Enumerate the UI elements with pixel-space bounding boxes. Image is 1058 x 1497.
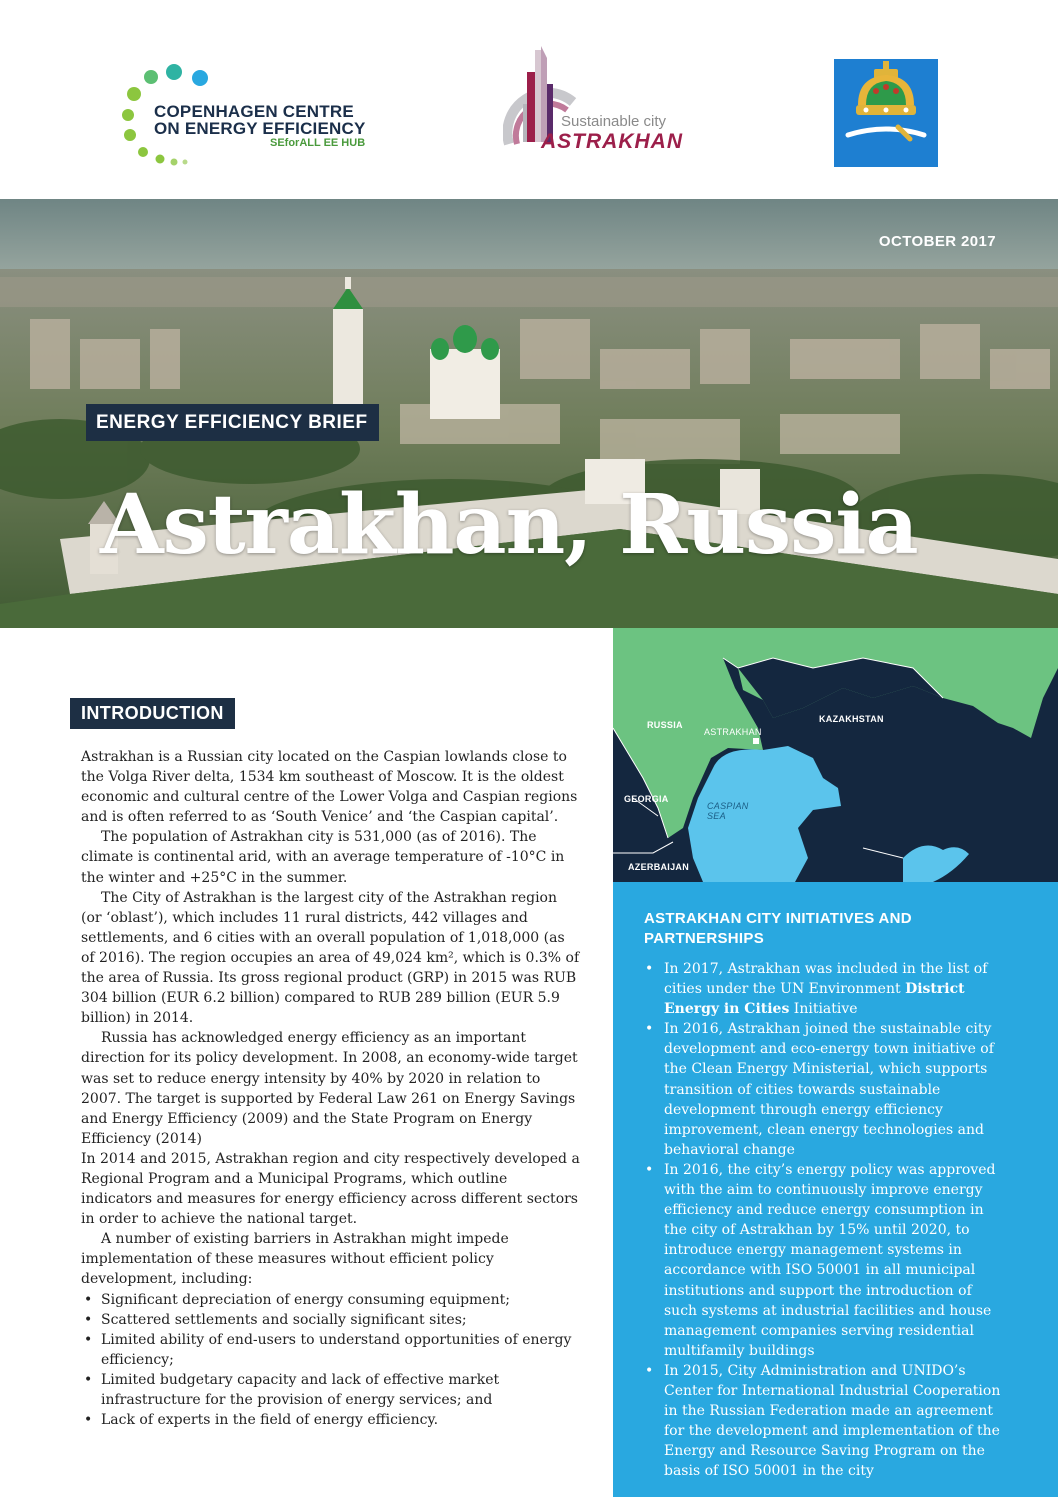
map-label-azerbaijan: AZERBAIJAN: [628, 862, 690, 872]
map-label-caspian: [707, 801, 749, 821]
map-label-caspian-line2: SEA: [707, 811, 726, 821]
map-label-russia: RUSSIA: [647, 720, 683, 730]
introduction-heading: INTRODUCTION: [70, 698, 235, 729]
introduction-body: [81, 747, 581, 1430]
barrier-item: • Scattered settlements and socially significant sites;: [81, 1310, 581, 1330]
initiative-item: [644, 1361, 1006, 1482]
map-label-astrakhan: ASTRAKHAN: [704, 727, 762, 737]
caspian-region-map-image: [613, 628, 1058, 882]
barrier-item: • Limited budgetary capacity and lack of effective market infrastructure for the provision of energy services; and: [81, 1370, 581, 1410]
crown-crest-icon: [834, 59, 938, 167]
page-title: Astrakhan, Russia: [100, 477, 918, 573]
cce-wordmark: [154, 103, 366, 137]
initiative-item: [644, 1019, 1006, 1160]
astrakhan-logo-tagline: Sustainable city: [561, 113, 667, 130]
header: [0, 0, 1058, 199]
cce-subline: SEforALL EE HUB: [270, 137, 366, 149]
brief-type-label: ENERGY EFFICIENCY BRIEF: [86, 404, 379, 441]
astrakhan-logo-name: ASTRAKHAN: [541, 130, 683, 153]
map-label-kazakhstan: KAZAKHSTAN: [819, 714, 884, 724]
intro-paragraph-6: A number of existing barriers in Astrakhan might impede implementation of these measures without efficient policy development, including:: [81, 1231, 509, 1288]
sustainable-city-astrakhan-logo: [503, 44, 703, 154]
intro-paragraph-1: Astrakhan is a Russian city located on the Caspian lowlands close to the Volga River delta, 1534 km southeast of Moscow. It is the oldest economic and cultural centre of the Lower Volga and Caspian regions and is often referred to as ‘South Venice’ and ‘the Caspian capital’.: [81, 749, 578, 826]
initiative-text: In 2016, Astrakhan joined the sustainable city development and eco-energy town initiative of the Clean Energy Ministerial, which supports transition of cities towards sustainable development through energy efficiency improvement, clean energy technologies and behavioral change: [664, 1021, 994, 1158]
cce-line-2: ON ENERGY EFFICIENCY: [154, 119, 366, 138]
region-map: [613, 628, 1058, 882]
initiative-text-end: Initiative: [789, 1001, 858, 1018]
hero-banner: [0, 199, 1058, 628]
intro-paragraph-4: Russia has acknowledged energy efficiency as an important direction for its policy development. In 2008, an economy-wide target was set to reduce energy intensity by 40% by 2020 in relation to 2007. The target is supported by Federal Law 261 on Energy Savings and Energy Efficiency (2009) and the State Program on Energy Efficiency (2014): [81, 1030, 578, 1147]
initiative-text: In 2016, the city’s energy policy was approved with the aim to continuously improve energy efficiency and reduce energy consumption in the city of Astrakhan by 15% until 2020, to introduce energy management systems in accordance with ISO 50001 in all municipal institutions and support the introduction of such systems at industrial facilities and house management companies serving residential multifamily buildings: [664, 1161, 996, 1359]
intro-paragraph-3: The City of Astrakhan is the largest city of the Astrakhan region (or ‘oblast’), which includes 11 rural districts, 442 villages and settlements, and 6 cities with an overall population of 1,018,000 (as of 2016). The region occupies an area of 49,024 km², which is 0.3% of the area of Russia. Its gross regional product (GRP) in 2015 was RUB 304 billion (EUR 6.2 billion) compared to RUB 289 billion (EUR 5.9 billion) in 2014.: [81, 889, 580, 1027]
map-label-georgia: GEORGIA: [624, 794, 669, 804]
initiative-text: In 2015, City Administration and UNIDO’s Center for International Industrial Cooperation in the Russian Federation made an agreement for the development and implementation of the Energy and Resource Saving Program on the basis of ISO 50001 in the city: [664, 1362, 1001, 1480]
intro-paragraph-5: In 2014 and 2015, Astrakhan region and city respectively developed a Regional Program and a Municipal Programs, which outline indicators and measures for energy efficiency across different sectors in order to achieve the national target.: [81, 1150, 580, 1228]
copenhagen-centre-logo: [118, 62, 388, 172]
initiative-item: [644, 1160, 1006, 1361]
cce-line-1: COPENHAGEN CENTRE: [154, 102, 354, 121]
initiatives-heading: ASTRAKHAN CITY INITIATIVES AND PARTNERSHIPS: [644, 910, 912, 947]
barrier-item: • Significant depreciation of energy consuming equipment;: [81, 1290, 581, 1310]
publication-date: OCTOBER 2017: [878, 233, 996, 250]
intro-paragraph-2: The population of Astrakhan city is 531,000 (as of 2016). The climate is continental arid, with an average temperature of -10°C in the winter and +25°C in the summer.: [81, 829, 565, 886]
barrier-item: • Lack of experts in the field of energy efficiency.: [81, 1410, 581, 1430]
barrier-item: • Limited ability of end-users to understand opportunities of energy efficiency;: [81, 1330, 581, 1370]
initiative-item: [644, 959, 1006, 1019]
initiatives-sidebar: [613, 882, 1058, 1497]
initiative-text: In 2017, Astrakhan was included in the list of cities under the UN Environment: [664, 961, 988, 998]
initiatives-list: [644, 959, 1006, 1481]
barriers-list: [81, 1290, 581, 1431]
initiative-bold-text: District Energy in Cities: [664, 981, 965, 1018]
astrakhan-coat-of-arms: [834, 59, 938, 167]
map-label-caspian-line1: CASPIAN: [707, 801, 749, 811]
